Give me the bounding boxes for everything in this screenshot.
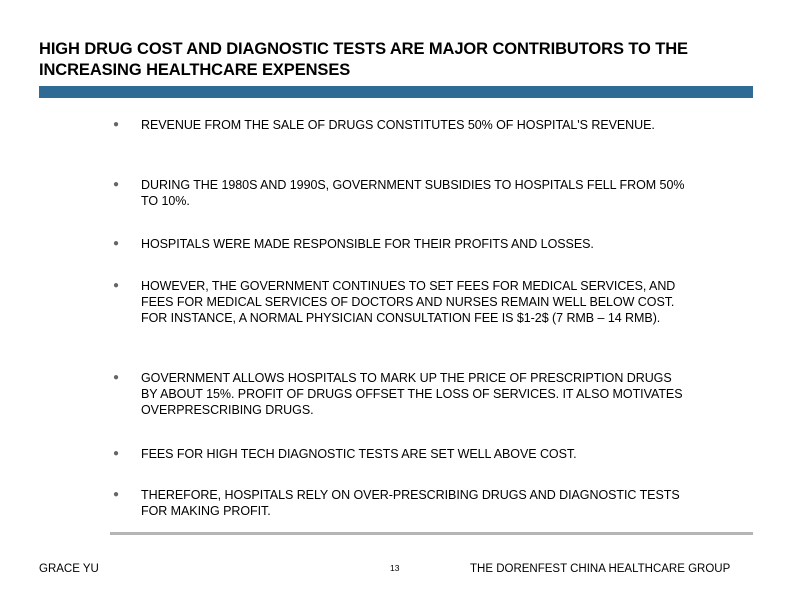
slide-title: HIGH DRUG COST AND DIAGNOSTIC TESTS ARE MAJOR CONTRIBUTORS TO THE INCREASING HEALTHCARE EXPENSES xyxy=(39,40,688,79)
bullet-text: THEREFORE, HOSPITALS RELY ON OVER-PRESCRIBING DRUGS AND DIAGNOSTIC TESTS FOR MAKING PROFIT. xyxy=(141,488,680,518)
bullet-text: DURING THE 1980S AND 1990S, GOVERNMENT SUBSIDIES TO HOSPITALS FELL FROM 50% TO 10%. xyxy=(141,178,685,208)
bullet-item xyxy=(110,278,685,326)
page-number: 13 xyxy=(390,563,400,573)
bullet-text: FEES FOR HIGH TECH DIAGNOSTIC TESTS ARE SET WELL ABOVE COST. xyxy=(141,447,577,461)
bullet-dot-icon: ● xyxy=(113,179,120,190)
bullet-dot-icon: ● xyxy=(113,448,120,459)
bullet-text: REVENUE FROM THE SALE OF DRUGS CONSTITUTES 50% OF HOSPITAL'S REVENUE. xyxy=(141,118,655,132)
bullet-item xyxy=(110,370,685,418)
bullet-text: GOVERNMENT ALLOWS HOSPITALS TO MARK UP THE PRICE OF PRESCRIPTION DRUGS BY ABOUT 15%. PROFIT OF DRUGS OFFSET THE LOSS OF SERVICES. IT ALSO MOTIVATES OVERPRESCRIBING DRUGS. xyxy=(141,371,683,417)
bullet-item xyxy=(110,487,685,519)
bullet-item xyxy=(110,117,685,133)
footer-author: GRACE YU xyxy=(39,563,99,575)
bullet-dot-icon: ● xyxy=(113,119,120,130)
footer-organization: THE DORENFEST CHINA HEALTHCARE GROUP xyxy=(470,563,731,575)
footer-divider xyxy=(110,532,753,535)
bullet-item xyxy=(110,446,685,462)
bullet-item xyxy=(110,236,685,252)
bullet-item xyxy=(110,177,685,209)
bullet-dot-icon: ● xyxy=(113,238,120,249)
bullet-dot-icon: ● xyxy=(113,280,120,291)
bullet-dot-icon: ● xyxy=(113,489,120,500)
bullet-text: HOWEVER, THE GOVERNMENT CONTINUES TO SET FEES FOR MEDICAL SERVICES, AND FEES FOR MEDICAL SERVICES OF DOCTORS AND NURSES REMAIN WELL BELOW COST. FOR INSTANCE, A NORMAL PHYSICIAN CONSULTATION FEE IS $1-2$ (7 RMB – 14 RMB). xyxy=(141,279,676,325)
bullet-dot-icon: ● xyxy=(113,372,120,383)
bullet-text: HOSPITALS WERE MADE RESPONSIBLE FOR THEIR PROFITS AND LOSSES. xyxy=(141,237,594,251)
